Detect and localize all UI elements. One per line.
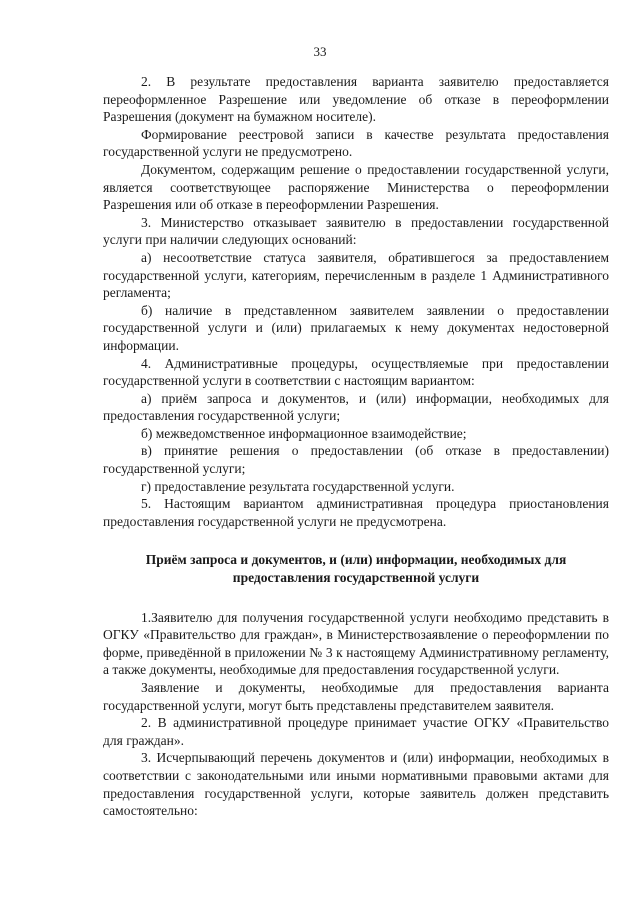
- list-item: б) наличие в представленном заявителем заявлении о предоставлении государственной услуги и (или) прилагаемых к нему документах недостоверной информации.: [103, 302, 609, 353]
- paragraph: 3. Министерство отказывает заявителю в предоставлении государственной услуги при наличии следующих оснований:: [103, 214, 609, 248]
- paragraph: Документом, содержащим решение о предоставлении государственной услуги, является соответствующее распоряжение Министерства о переоформлении Разрешения или об отказе в переоформлении Разрешения.: [103, 161, 609, 213]
- list-item: а) приём запроса и документов, и (или) информации, необходимых для предоставления государственной услуги;: [103, 390, 609, 424]
- page-number: 33: [313, 44, 327, 59]
- paragraph: 4. Административные процедуры, осуществляемые при предоставлении государственной услуги в соответствии с настоящим вариантом:: [103, 355, 609, 389]
- list-item: б) межведомственное информационное взаимодействие;: [141, 425, 467, 441]
- paragraph: 3. Исчерпывающий перечень документов и (или) информации, необходимых в соответствии с законодательными или иными нормативными правовыми актами для предоставления государственной услуги, которые заявитель должен представить самостоятельно:: [103, 750, 609, 819]
- paragraph: 2. В административной процедуре принимает участие ОГКУ «Правительство для граждан».: [103, 715, 609, 748]
- paragraph: 1.Заявителю для получения государственной услуги необходимо представить в ОГКУ «Правительство для граждан», в Министерствозаявление о переоформлении по форме, приведённой в приложении № 3 к настоящему Административному регламенту, а также документы, необходимые для предоставления государственной услуги.: [103, 609, 609, 678]
- section-heading-line: Приём запроса и документов, и (или) информации, необходимых для: [145, 552, 567, 568]
- paragraph: Формирование реестровой записи в качестве результата предоставления государственной услуги не предусмотрено.: [103, 126, 609, 160]
- list-item: в) принятие решения о предоставлении (об отказе в предоставлении) государственной услуги;: [103, 443, 609, 477]
- paragraph: 2. В результате предоставления варианта заявителю предоставляется переоформленное Разрешение или уведомление об отказе в переоформлении Разрешения (документ на бумажном носителе).: [103, 74, 609, 125]
- section-heading-line: предоставления государственной услуги: [232, 570, 480, 586]
- list-item: а) несоответствие статуса заявителя, обратившегося за предоставлением государственной услуги, категориям, перечисленным в разделе 1 Административного регламента;: [103, 249, 609, 301]
- paragraph: Заявление и документы, необходимые для предоставления варианта государственной услуги, могут быть представлены представителем заявителя.: [103, 680, 609, 713]
- section-heading: [103, 551, 609, 586]
- list-item: г) предоставление результата государственной услуги.: [141, 478, 455, 494]
- document-body: [103, 73, 609, 820]
- paragraph: 5. Настоящим вариантом административная процедура приостановления предоставления государственной услуги не предусмотрена.: [103, 496, 609, 529]
